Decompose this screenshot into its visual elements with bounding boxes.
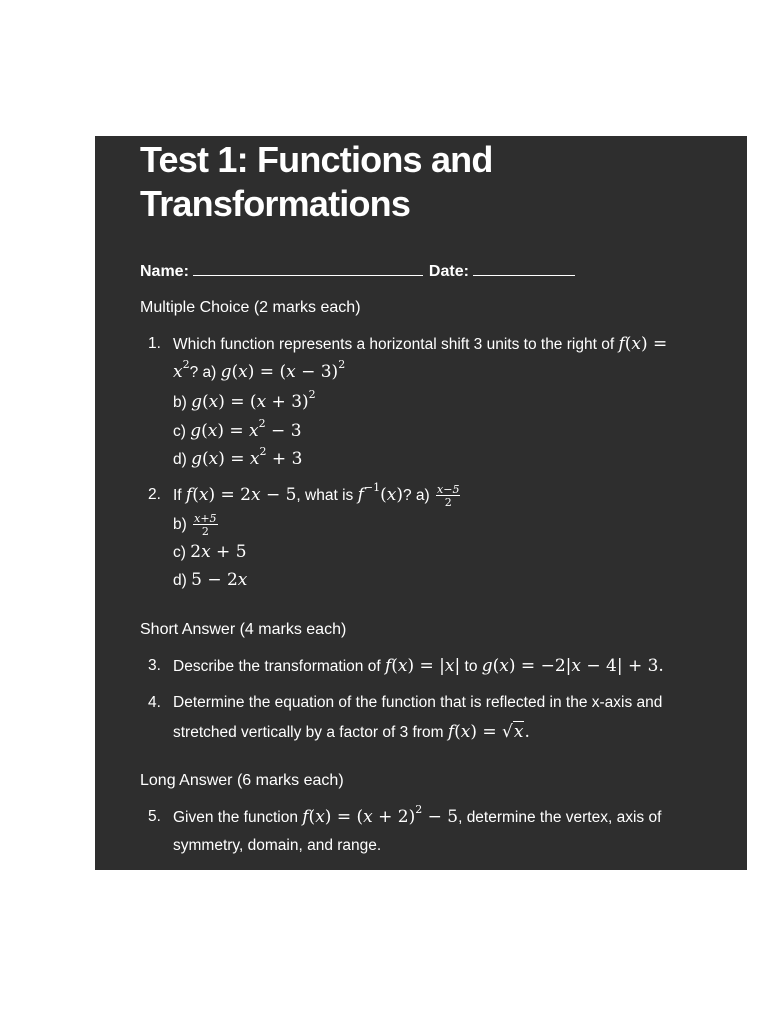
math-expression: g(x) = −2|x − 4| + 3. <box>481 656 664 676</box>
date-blank[interactable] <box>473 260 575 276</box>
question-text: If f(x) = 2x − 5, what is $f^{-1}(x)$? a) $\frac{x-5}{2}$ <box>173 481 460 509</box>
fraction-x-plus-5-over-2: $\frac{x+5}{2}$ <box>194 512 217 538</box>
page-title: Test 1: Functions and Transformations <box>140 139 493 224</box>
option-label: c) <box>173 544 186 561</box>
question-number: 2. <box>148 486 161 503</box>
math-expression: f(x) = 2x − 5 <box>185 485 297 505</box>
name-blank[interactable] <box>193 260 423 276</box>
math-expression: f(x) = |x| <box>384 656 461 676</box>
option-d <box>173 445 303 471</box>
question-number: 5. <box>148 808 161 825</box>
date-label: Date: <box>428 263 469 280</box>
math-expression: $g(x) = x^2 - 3$ <box>190 417 302 441</box>
section-short-answer: Short Answer (4 marks each) <box>140 621 347 638</box>
option-b <box>173 388 316 414</box>
question-text-continued: symmetry, domain, and range. <box>173 837 382 854</box>
option-label: b) <box>173 394 187 411</box>
question-text: Given the function $f(x) = (x + 2)^2 - 5$, determine the vertex, axis of <box>173 803 662 827</box>
math-expression: f(x) = <box>618 334 668 354</box>
option-label: d) <box>173 572 187 589</box>
question-text-continued: $x^2$? a) $g(x) = (x - 3)^2$ <box>173 358 346 382</box>
question-number: 1. <box>148 335 161 352</box>
question-number: 3. <box>148 657 161 674</box>
math-expression: $g(x) = (x - 3)^2$ <box>220 358 346 382</box>
question-number: 4. <box>148 694 161 711</box>
option-d <box>173 569 247 592</box>
question-text: Which function represents a horizontal shift 3 units to the right of f(x) = <box>173 334 668 354</box>
math-expression: 5 − 2x <box>191 570 248 590</box>
option-b <box>173 513 218 537</box>
math-expression: $g(x) = x^2 + 3$ <box>191 445 303 469</box>
question-text: Describe the transformation of f(x) = |x| to g(x) = −2|x − 4| + 3. <box>173 656 664 676</box>
option-label: d) <box>173 451 187 468</box>
math-expression: 2x + 5 <box>190 542 247 562</box>
math-expression: $x^2$ <box>173 358 190 382</box>
section-multiple-choice: Multiple Choice (2 marks each) <box>140 299 361 316</box>
name-date-line <box>140 260 575 283</box>
test-document <box>95 136 747 870</box>
fraction-x-minus-5-over-2: $\frac{x-5}{2}$ <box>437 482 460 509</box>
option-label: a) <box>415 487 430 504</box>
square-root: √x <box>502 722 524 742</box>
section-long-answer: Long Answer (6 marks each) <box>140 772 344 789</box>
option-label: b) <box>173 516 187 534</box>
option-c <box>173 417 302 443</box>
option-label: c) <box>173 423 186 440</box>
option-label: a) <box>202 364 217 381</box>
math-expression: f(x) = √x. <box>447 722 530 742</box>
name-label: Name: <box>140 263 189 280</box>
math-expression: $f^{-1}(x)$ <box>357 481 403 505</box>
question-text: Determine the equation of the function that is reflected in the x-axis and <box>173 694 663 711</box>
question-text-continued: stretched vertically by a factor of 3 from f(x) = √x. <box>173 722 530 742</box>
option-c <box>173 541 247 564</box>
math-expression: $g(x) = (x + 3)^2$ <box>191 388 316 412</box>
math-expression: $f(x) = (x + 2)^2 - 5$ <box>302 803 459 827</box>
